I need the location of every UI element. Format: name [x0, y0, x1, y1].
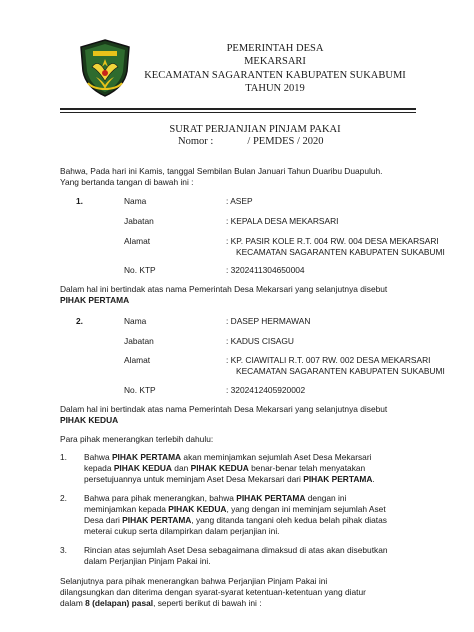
regency-emblem-logo — [74, 37, 136, 99]
closing-line-2: dilangsungkan dan diterima dengan syarat-syarat ketentuan-ketentuan yang diatur — [60, 587, 366, 597]
party2-number: 2. — [76, 316, 83, 326]
clause-3-line-2: dalam Perjanjian Pinjam Pakai ini. — [84, 556, 211, 566]
clause-1-line-1: Bahwa PIHAK PERTAMA akan meminjamkan sejumlah Aset Desa Mekarsari — [84, 452, 372, 462]
preamble: Para pihak menerangkan terlebih dahulu: — [60, 434, 214, 444]
clause-3-line-1: Rincian atas sejumlah Aset Desa sebagaimana dimaksud di atas akan disebutkan — [84, 545, 388, 555]
intro-line-1: Bahwa, Pada hari ini Kamis, tanggal Sembilan Bulan Januari Tahun Duaribu Duapuluh. — [60, 166, 383, 176]
letterhead-divider-thin — [60, 112, 416, 113]
letterhead-divider-thick — [60, 108, 416, 110]
clause-2-line-4: meterai cukup serta dilampirkan dalam perjanjian ini. — [84, 526, 280, 536]
party2-nama-label: Nama — [124, 316, 147, 326]
clause-1-number: 1. — [60, 452, 67, 462]
intro-line-2: Yang bertanda tangan di bawah ini : — [60, 177, 194, 187]
party1-alamat-label: Alamat — [124, 236, 151, 246]
party1-number: 1. — [76, 196, 83, 206]
party2-alamat-value-1: : KP. CIAWITALI R.T. 007 RW. 002 DESA MEKARSARI — [226, 355, 431, 365]
party2-statement: Dalam hal ini bertindak atas nama Pemerintah Desa Mekarsari yang selanjutnya disebut — [60, 404, 388, 414]
clause-2-line-2: meminjamkan kepada PIHAK KEDUA, yang dengan ini meminjam sejumlah Aset — [84, 504, 386, 514]
party1-alamat-value-2: KECAMATAN SAGARANTEN KABUPATEN SUKABUMI — [236, 247, 445, 257]
party1-ktp-value: : 3202411304650004 — [226, 265, 305, 275]
party1-nama-label: Nama — [124, 196, 147, 206]
party2-jabatan-value: : KADUS CISAGU — [226, 336, 294, 346]
party2-jabatan-label: Jabatan — [124, 336, 154, 346]
letterhead-line-2: MEKARSARI — [244, 56, 306, 68]
letterhead-line-3: KECAMATAN SAGARANTEN KABUPATEN SUKABUMI — [144, 69, 406, 81]
party1-alamat-value-1: : KP. PASIR KOLE R.T. 004 RW. 004 DESA MEKARSARI — [226, 236, 439, 246]
clause-3-number: 3. — [60, 545, 67, 555]
party2-nama-value: : DASEP HERMAWAN — [226, 316, 311, 326]
closing-line-1: Selanjutnya para pihak menerangkan bahwa Perjanjian Pinjam Pakai ini — [60, 576, 328, 586]
party2-alamat-value-2: KECAMATAN SAGARANTEN KABUPATEN SUKABUMI — [236, 366, 445, 376]
closing-line-3: dalam 8 (delapan) pasal, seperti berikut di bawah ini : — [60, 598, 262, 608]
clause-2-line-1: Bahwa para pihak menerangkan, bahwa PIHAK PERTAMA dengan ini — [84, 493, 347, 503]
party1-role: PIHAK PERTAMA — [60, 295, 130, 305]
party1-ktp-label: No. KTP — [124, 265, 156, 275]
nomor-label: Nomor : — [178, 136, 214, 147]
party2-alamat-label: Alamat — [124, 355, 151, 365]
nomor-value: / PEMDES / 2020 — [247, 136, 324, 147]
clause-2-number: 2. — [60, 493, 67, 503]
party2-role: PIHAK KEDUA — [60, 415, 119, 425]
party2-ktp-value: : 3202412405920002 — [226, 385, 306, 395]
party1-jabatan-label: Jabatan — [124, 216, 154, 226]
party1-jabatan-value: : KEPALA DESA MEKARSARI — [226, 216, 339, 226]
party2-ktp-label: No. KTP — [124, 385, 156, 395]
letterhead-line-4: TAHUN 2019 — [245, 83, 305, 95]
letterhead — [140, 42, 410, 96]
clause-2-line-3: Desa dari PIHAK PERTAMA, yang ditanda tangani oleh kedua belah pihak diatas — [84, 515, 387, 525]
party1-statement: Dalam hal ini bertindak atas nama Pemerintah Desa Mekarsari yang selanjutnya disebut — [60, 284, 388, 294]
document-title: SURAT PERJANJIAN PINJAM PAKAI — [169, 124, 341, 135]
letterhead-line-1: PEMERINTAH DESA — [226, 43, 324, 54]
clause-1-line-2: kepada PIHAK KEDUA dan PIHAK KEDUA benar-benar telah menyatakan — [84, 463, 366, 473]
party1-nama-value: : ASEP — [226, 196, 253, 206]
document-number — [178, 136, 324, 147]
clause-1-line-3: persetujuannya untuk meminjam Aset Desa Mekarsari dari PIHAK PERTAMA. — [84, 474, 375, 484]
